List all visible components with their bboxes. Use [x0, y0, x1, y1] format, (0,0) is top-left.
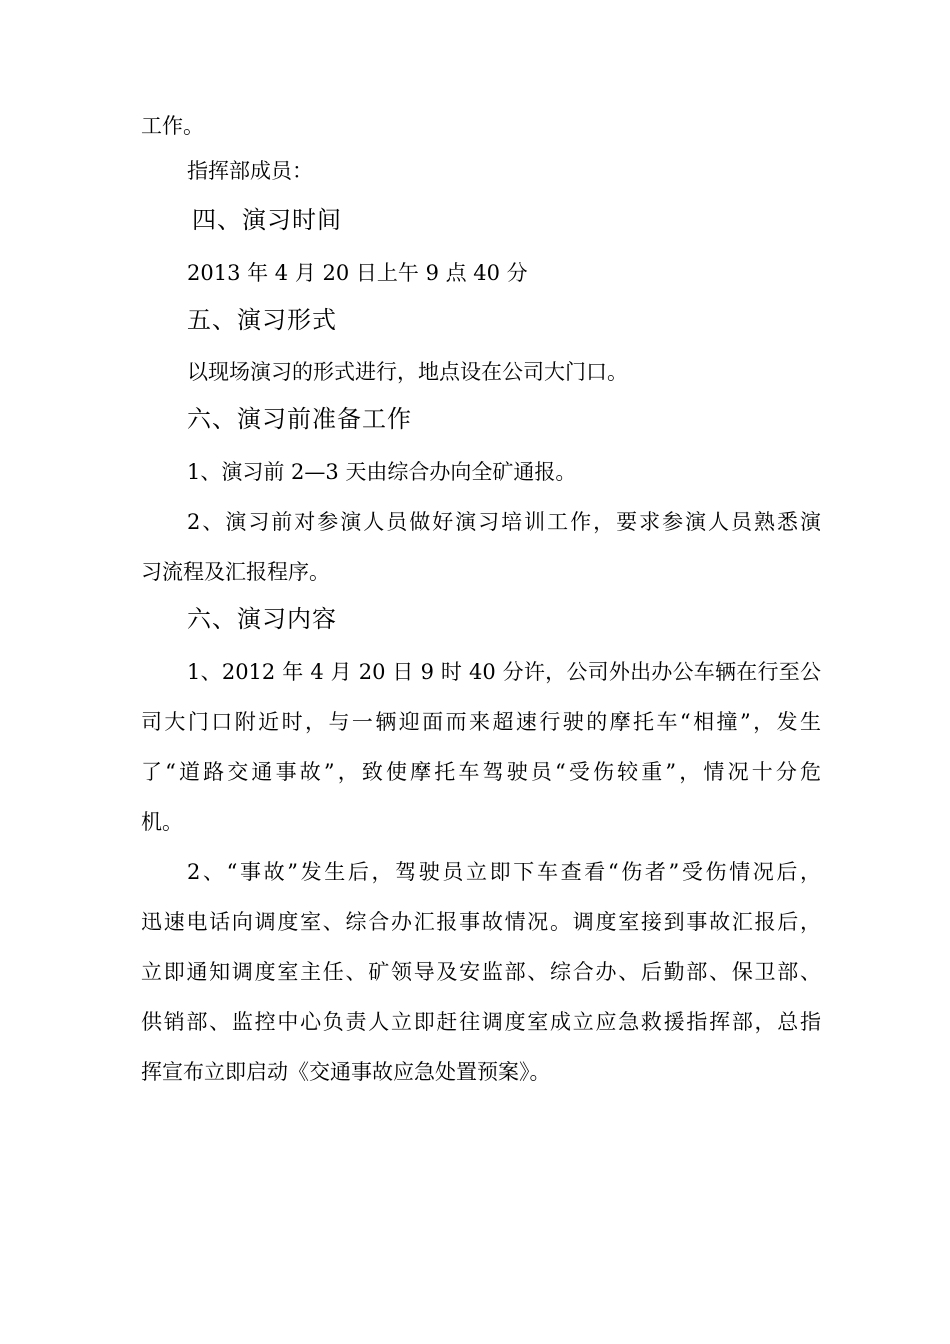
- text-line: 习流程及汇报程序。: [141, 560, 330, 584]
- text-line: 供销部、监控中心负责人立即赶往调度室成立应急救援指挥部，总指: [141, 1010, 821, 1034]
- text-line: 指挥部成员：: [187, 159, 313, 183]
- section-heading: 四、演习时间: [192, 206, 342, 234]
- section-heading: 六、演习前准备工作: [187, 405, 412, 433]
- text-line: 工作。: [141, 114, 204, 138]
- section-heading: 五、演习形式: [187, 306, 337, 334]
- text-line: 迅速电话向调度室、综合办汇报事故情况。调度室接到事故汇报后，: [141, 910, 821, 934]
- section-heading: 六、演习内容: [187, 605, 337, 633]
- text-line: 2013 年 4 月 20 日上午 9 点 40 分: [187, 261, 528, 285]
- text-line: 2、“事故”发生后，驾驶员立即下车查看“伤者”受伤情况后，: [187, 860, 821, 884]
- text-line: 以现场演习的形式进行，地点设在公司大门口。: [187, 360, 628, 384]
- text-line: 司大门口附近时，与一辆迎面而来超速行驶的摩托车“相撞”，发生: [141, 710, 821, 734]
- text-line: 1、2012 年 4 月 20 日 9 时 40 分许，公司外出办公车辆在行至公: [187, 660, 821, 684]
- text-line: 立即通知调度室主任、矿领导及安监部、综合办、后勤部、保卫部、: [141, 960, 821, 984]
- text-line: 挥宣布立即启动《交通事故应急处置预案》。: [141, 1060, 551, 1084]
- text-line: 2、演习前对参演人员做好演习培训工作，要求参演人员熟悉演: [187, 510, 821, 534]
- text-line: 1、演习前 2—3 天由综合办向全矿通报。: [187, 460, 577, 484]
- text-line: 了“道路交通事故”，致使摩托车驾驶员“受伤较重”，情况十分危: [141, 760, 821, 784]
- text-line: 机。: [141, 810, 183, 834]
